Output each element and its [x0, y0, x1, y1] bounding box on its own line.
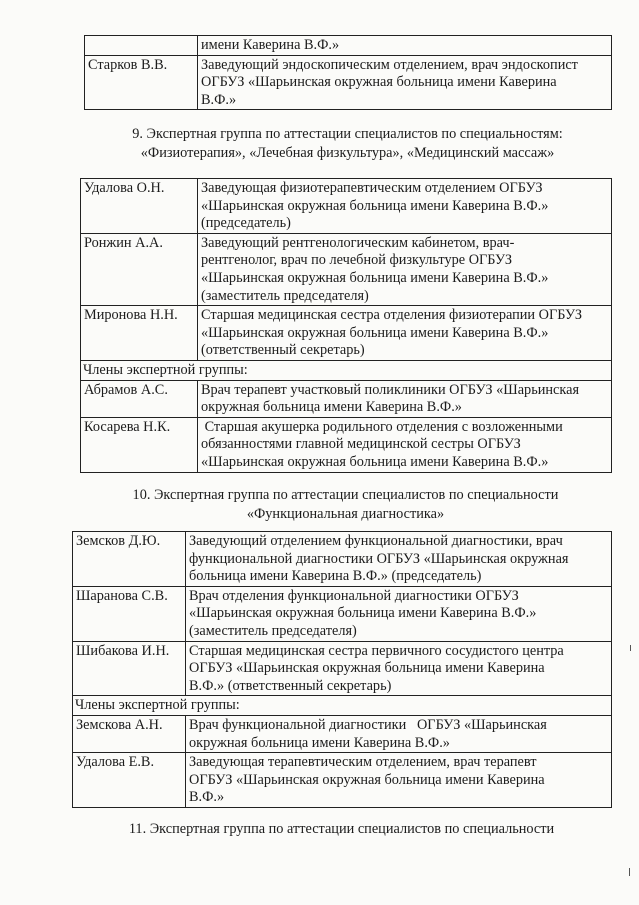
- position-cell: Заведующая терапевтическим отделением, врач терапевт ОГБУЗ «Шарьинская окружная больница имени Каверина В.Ф.»: [186, 753, 612, 808]
- members-label-row: [81, 360, 612, 380]
- position-cell: Старшая медицинская сестра первичного сосудистого центра ОГБУЗ «Шарьинская окружная больница имени Каверина В.Ф.» (ответственный секретарь): [186, 641, 612, 696]
- position-cell: Заведующий отделением функциональной диагностики, врач функциональной диагностики ОГБУЗ «Шарьинская окружная больница имени Каверина В.Ф.» (председатель): [186, 532, 612, 587]
- table-row: [73, 715, 612, 752]
- group-10-heading: 10. Экспертная группа по аттестации специалистов по специальности «Функциональная диагностика»: [132, 487, 559, 522]
- name-cell: Миронова Н.Н.: [81, 306, 198, 361]
- table-row: [81, 380, 612, 417]
- members-label-row: [73, 696, 612, 716]
- table-row: [73, 753, 612, 808]
- table-row: [81, 233, 612, 305]
- group-9-heading: 9. Экспертная группа по аттестации специалистов по специальностям: «Физиотерапия», «Лечебная физкультура», «Медицинский массаж»: [132, 126, 563, 161]
- table-row: [81, 179, 612, 234]
- table-row: [81, 306, 612, 361]
- name-cell: [85, 36, 198, 56]
- top-table: [84, 35, 612, 110]
- position-cell: Заведующий рентгенологическим кабинетом, врач- рентгенолог, врач по лечебной физкультуре ОГБУЗ «Шарьинская окружная больница имени Каверина В.Ф.» (заместитель председателя): [198, 233, 612, 305]
- members-label: Члены экспертной группы:: [81, 360, 612, 380]
- name-cell: Удалова Е.В.: [73, 753, 186, 808]
- group-11-heading: 11. Экспертная группа по аттестации специалистов по специальности: [128, 821, 555, 837]
- table-row: [85, 55, 612, 110]
- name-cell: Шаранова С.В.: [73, 586, 186, 641]
- name-cell: Ронжин А.А.: [81, 233, 198, 305]
- table-row: [73, 641, 612, 696]
- name-cell: Абрамов А.С.: [81, 380, 198, 417]
- name-cell: Удалова О.Н.: [81, 179, 198, 234]
- scan-mark: [630, 645, 631, 651]
- table-row: [85, 36, 612, 56]
- group-9-table: [80, 178, 612, 473]
- position-cell: Заведующая физиотерапевтическим отделением ОГБУЗ «Шарьинская окружная больница имени Каверина В.Ф.» (председатель): [198, 179, 612, 234]
- scan-mark: [629, 868, 630, 876]
- position-cell: Заведующий эндоскопическим отделением, врач эндоскопист ОГБУЗ «Шарьинская окружная больница имени Каверина В.Ф.»: [198, 55, 612, 110]
- name-cell: Шибакова И.Н.: [73, 641, 186, 696]
- name-cell: Земсков Д.Ю.: [73, 532, 186, 587]
- position-cell: Старшая медицинская сестра отделения физиотерапии ОГБУЗ «Шарьинская окружная больница имени Каверина В.Ф.» (ответственный секретарь): [198, 306, 612, 361]
- group-10-table: [72, 531, 612, 808]
- name-cell: Косарева Н.К.: [81, 417, 198, 472]
- table-row: [81, 417, 612, 472]
- position-cell: Старшая акушерка родильного отделения с возложенными обязанностями главной медицинской сестры ОГБУЗ «Шарьинская окружная больница имени Каверина В.Ф.»: [198, 417, 612, 472]
- members-label: Члены экспертной группы:: [73, 696, 612, 716]
- position-cell: Врач функциональной диагностики ОГБУЗ «Шарьинская окружная больница имени Каверина В.Ф.»: [186, 715, 612, 752]
- position-cell: Врач терапевт участковый поликлиники ОГБУЗ «Шарьинская окружная больница имени Каверина В.Ф.»: [198, 380, 612, 417]
- name-cell: Земскова А.Н.: [73, 715, 186, 752]
- position-cell: имени Каверина В.Ф.»: [198, 36, 612, 56]
- table-row: [73, 586, 612, 641]
- table-row: [73, 532, 612, 587]
- position-cell: Врач отделения функциональной диагностики ОГБУЗ «Шарьинская окружная больница имени Каверина В.Ф.» (заместитель председателя): [186, 586, 612, 641]
- name-cell: Старков В.В.: [85, 55, 198, 110]
